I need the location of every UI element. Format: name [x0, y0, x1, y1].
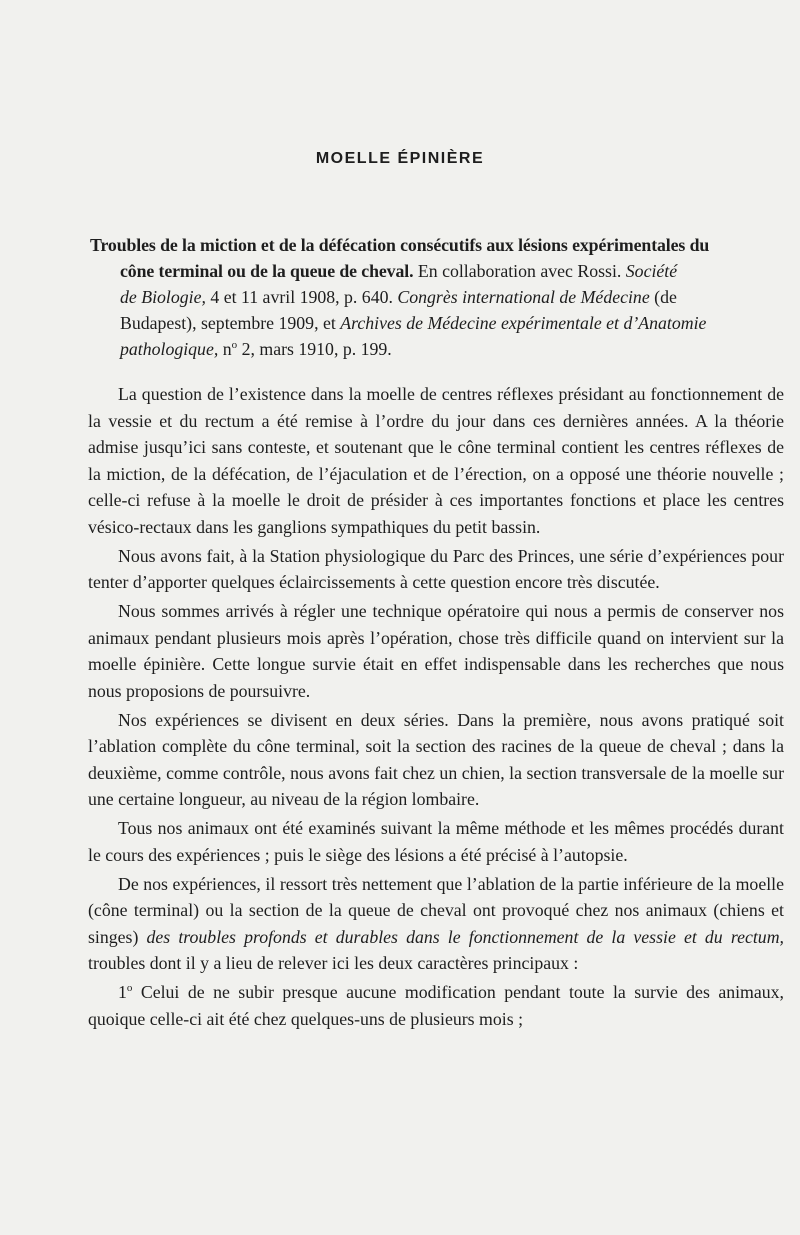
paragraph-5: Tous nos animaux ont été examinés suivant la même méthode et les mêmes procédés durant le cours des expériences ; puis le siège des lésions a été précisé à l’autopsie.	[88, 818, 784, 865]
paragraph-6-emphasis: des troubles profonds et durables dans le fonctionnement de la vessie et du rectum,	[146, 926, 784, 947]
paragraph-6	[88, 871, 784, 977]
reference-number-pre: n	[218, 339, 232, 359]
heading-line-1	[90, 232, 756, 258]
paragraph-1: La question de l’existence dans la moelle de centres réflexes présidant au fonctionnement de la vessie et du rectum a été remise à l’ordre du jour dans ces dernières années. A la théorie admise jusqu’ici sans conteste, et soutenant que le cône terminal contient les centres réflexes de la miction, de la défécation, de l’éjaculation et de l’érection, on a opposé une théorie nouvelle ; celle-ci refuse à la moelle le droit de présider à ces importantes fonctions et place les centres vésico-rectaux dans les ganglions sympathiques du petit bassin.	[88, 384, 784, 537]
reference-number-post: 2, mars 1910, p. 199.	[237, 339, 392, 359]
article-body	[88, 381, 784, 1035]
journal-archives: Archives de Médecine expérimentale et d’Anatomie	[340, 313, 707, 333]
article-heading	[90, 232, 756, 362]
reference-budapest: Budapest), septembre 1909, et	[120, 313, 341, 333]
collaboration-note: En collaboration avec Rossi.	[413, 261, 626, 281]
heading-line-4	[90, 310, 756, 336]
paragraph-4: Nos expériences se divisent en deux séries. Dans la première, nous avons pratiqué soit l’ablation complète du cône terminal, soit la section des racines de la queue de cheval ; dans la deuxième, comme contrôle, nous avons fait chez un chien, la section transversale de la moelle sur une certaine longueur, au niveau de la région lombaire.	[88, 709, 784, 809]
paragraph-7-ordinal: o	[126, 982, 133, 995]
heading-line-3	[90, 284, 756, 310]
paragraph-7-number: 1	[118, 982, 127, 1002]
paragraph-6-text-a: De nos expériences, il ressort très nettement que l’ablation de la partie inférieure de la moelle (cône terminal) ou la section de la queue de cheval ont provoqué chez nos animaux (chiens et singes)	[88, 873, 784, 947]
congress-name: Congrès international de Médecine	[397, 287, 650, 307]
paragraph-3: Nous sommes arrivés à régler une technique opératoire qui nous a permis de conserver nos animaux pendant plusieurs mois après l’opération, chose très difficile quand on intervient sur la moelle épinière. Cette longue survie était en effet indispensable dans les recherches que nous nous proposions de poursuivre.	[88, 601, 784, 701]
reference-de: (de	[649, 287, 677, 307]
journal-pathologique: pathologique,	[120, 339, 219, 359]
article-title-part-1: Troubles de la miction et de la défécation consécutifs aux lésions expérimentales du	[90, 235, 710, 255]
heading-line-5	[90, 336, 756, 362]
reference-number-sup: o	[231, 339, 238, 352]
paragraph-7-text: Celui de ne subir presque aucune modification pendant toute la survie des animaux, quoique celle-ci ait été chez quelques-uns de plusieurs mois ;	[88, 982, 784, 1029]
journal-societe: Société	[625, 261, 678, 281]
paragraph-6-text-b: troubles dont il y a lieu de relever ici les deux caractères principaux :	[88, 953, 579, 973]
article-title-part-2: cône terminal ou de la queue de cheval.	[120, 261, 414, 281]
reference-dates-1: 4 et 11 avril 1908, p. 640.	[205, 287, 398, 307]
paragraph-7	[88, 979, 784, 1032]
heading-line-2	[90, 258, 756, 284]
paragraph-2: Nous avons fait, à la Station physiologique du Parc des Princes, une série d’expériences pour tenter d’apporter quelques éclaircissements à cette question encore très discutée.	[88, 545, 784, 592]
section-title: MOELLE ÉPINIÈRE	[315, 150, 485, 167]
journal-biologie: de Biologie,	[120, 287, 206, 307]
